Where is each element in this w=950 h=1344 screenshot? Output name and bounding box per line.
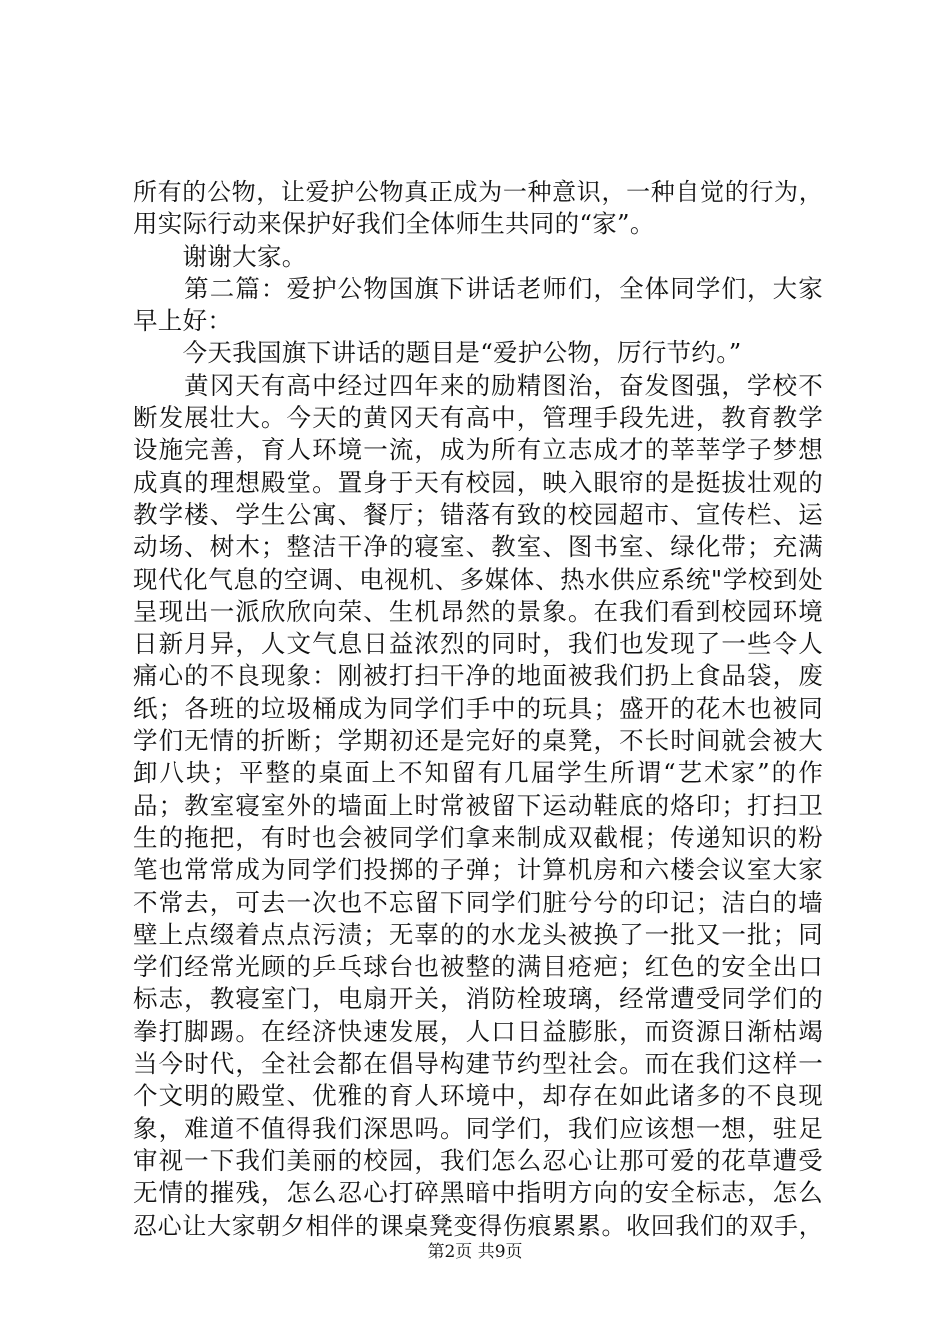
text-line: 用实际行动来保护好我们全体师生共同的“家”。 xyxy=(133,209,655,239)
text-line: 黄冈天有高中经过四年来的励精图治，奋发图强，学校不 xyxy=(133,370,823,400)
text-line: 学们无情的折断；学期初还是完好的桌凳，不长时间就会被大 xyxy=(133,726,823,756)
text-line: 学们经常光顾的乒乓球台也被整的满目疮疤；红色的安全出口 xyxy=(133,952,823,982)
text-line: 现代化气息的空调、电视机、多媒体、热水供应系统"学校到处 xyxy=(133,564,823,594)
text-line: 痛心的不良现象：刚被打扫干净的地面被我们扔上食品袋，废 xyxy=(133,661,823,691)
text-line: 所有的公物，让爱护公物真正成为一种意识，一种自觉的行为， xyxy=(133,178,823,206)
text-line: 断发展壮大。今天的黄冈天有高中，管理手段先进，教育教学 xyxy=(133,403,823,433)
text-line: 壁上点缀着点点污渍；无辜的的水龙头被换了一批又一批；同 xyxy=(133,919,823,949)
text-line: 第二篇：爱护公物国旗下讲话老师们，全体同学们，大家 xyxy=(133,273,823,303)
text-line: 审视一下我们美丽的校园，我们怎么忍心让那可爱的花草遭受 xyxy=(133,1145,823,1175)
text-line: 动场、树木；整洁干净的寝室、教室、图书室、绿化带；充满 xyxy=(133,532,823,562)
text-line: 忍心让大家朝夕相伴的课桌凳变得伤痕累累。收回我们的双手， xyxy=(133,1211,823,1240)
text-line: 日新月异，人文气息日益浓烈的同时，我们也发现了一些令人 xyxy=(133,629,823,659)
text-line: 象，难道不值得我们深思吗。同学们，我们应该想一想，驻足 xyxy=(133,1113,823,1143)
text-line: 无情的摧残，怎么忍心打碎黑暗中指明方向的安全标志，怎么 xyxy=(133,1178,823,1208)
text-line: 谢谢大家。 xyxy=(133,241,307,271)
text-line: 卸八块；平整的桌面上不知留有几届学生所谓“艺术家”的作 xyxy=(133,758,823,788)
text-line: 笔也常常成为同学们投掷的子弹；计算机房和六楼会议室大家 xyxy=(133,855,823,885)
text-line: 纸；各班的垃圾桶成为同学们手中的玩具；盛开的花木也被同 xyxy=(133,693,823,723)
page-footer: 第2页 共9页 xyxy=(427,1242,523,1262)
text-line: 拳打脚踢。在经济快速发展，人口日益膨胀，而资源日渐枯竭 xyxy=(133,1016,823,1046)
text-line: 早上好： xyxy=(133,306,233,336)
text-line: 标志，教寝室门，电扇开关，消防栓玻璃，经常遭受同学们的 xyxy=(133,984,823,1014)
text-line: 呈现出一派欣欣向荣、生机昂然的景象。在我们看到校园环境 xyxy=(133,596,823,626)
text-line: 设施完善，育人环境一流，成为所有立志成才的莘莘学子梦想 xyxy=(133,435,823,465)
text-line: 生的拖把，有时也会被同学们拿来制成双截棍；传递知识的粉 xyxy=(133,822,823,852)
text-line: 今天我国旗下讲话的题目是“爱护公物，厉行节约。” xyxy=(133,338,742,368)
text-line: 成真的理想殿堂。置身于天有校园，映入眼帘的是挺拔壮观的 xyxy=(133,467,823,497)
text-line: 品；教室寝室外的墙面上时常被留下运动鞋底的烙印；打扫卫 xyxy=(133,790,823,820)
body-text xyxy=(133,176,823,1242)
text-line: 教学楼、学生公寓、餐厅；错落有致的校园超市、宣传栏、运 xyxy=(133,499,823,529)
text-line: 当今时代，全社会都在倡导构建节约型社会。而在我们这样一 xyxy=(133,1049,823,1079)
text-line: 个文明的殿堂、优雅的育人环境中，却存在如此诸多的不良现 xyxy=(133,1081,823,1111)
text-line: 不常去，可去一次也不忘留下同学们脏兮兮的印记；洁白的墙 xyxy=(133,887,823,917)
